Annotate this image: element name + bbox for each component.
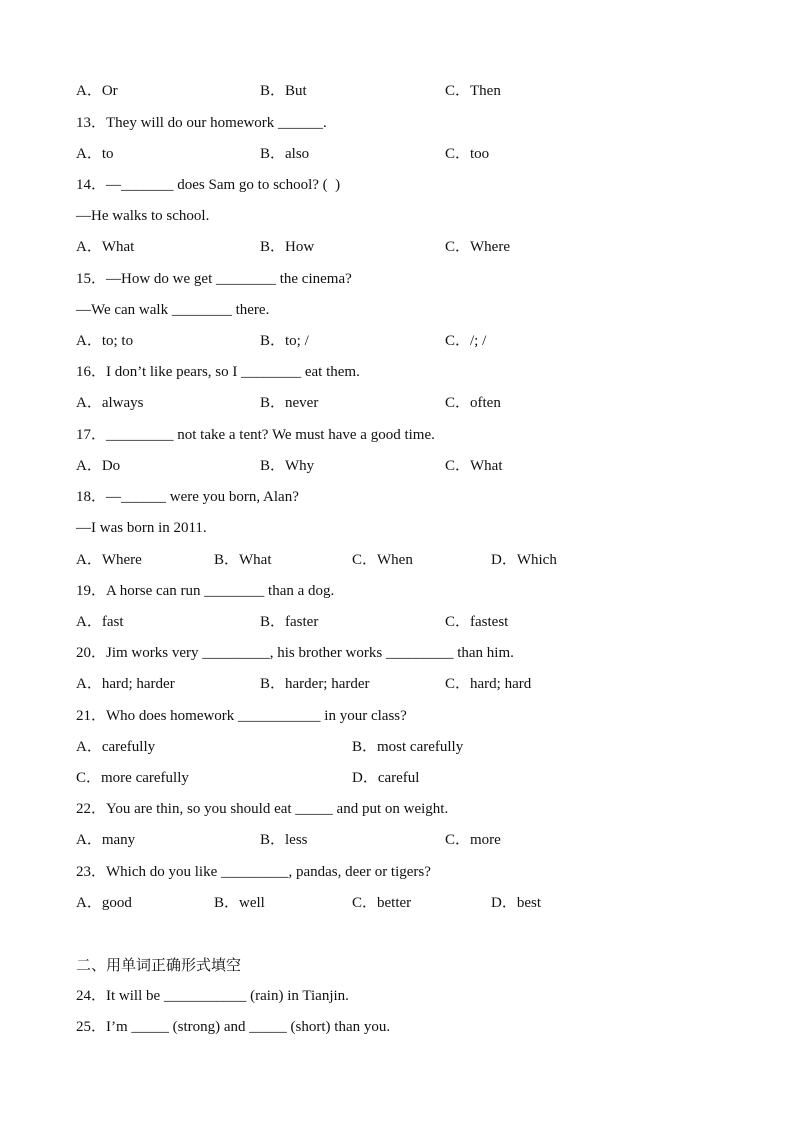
q21-option-d: D．careful	[352, 770, 420, 786]
q20-option-c: C．hard; hard	[445, 676, 532, 692]
q18-stem: 18．—______ were you born, Alan?	[76, 489, 299, 505]
q23-option-a: A．good	[76, 895, 132, 911]
q12-option-a: A．Or	[76, 83, 118, 99]
q21-option-c: C．more carefully	[76, 770, 189, 786]
q19-stem: 19．A horse can run ________ than a dog.	[76, 583, 335, 599]
q19-option-b: B．faster	[260, 614, 319, 630]
q16-option-b: B．never	[260, 395, 319, 411]
q13-stem: 13．They will do our homework ______.	[76, 115, 327, 131]
q13-option-c: C．too	[445, 146, 490, 162]
q16-option-c: C．often	[445, 395, 501, 411]
q15-option-b: B．to; /	[260, 333, 309, 349]
q14-stem: 14．—_______ does Sam go to school? ( )	[76, 177, 341, 193]
section-heading: 二、用单词正确形式填空	[76, 956, 242, 974]
q17-option-b: B．Why	[260, 458, 315, 474]
q12-option-c: C．Then	[445, 83, 501, 99]
q21-option-b: B．most carefully	[352, 739, 464, 755]
q16-option-a: A．always	[76, 395, 144, 411]
q21-option-a: A．carefully	[76, 739, 156, 755]
q14-option-b: B．How	[260, 239, 315, 255]
q22-stem: 22．You are thin, so you should eat _____ and put on weight.	[76, 801, 449, 817]
q18-option-d: D．Which	[491, 552, 557, 568]
q18-option-a: A．Where	[76, 552, 142, 568]
q20-option-a: A．hard; harder	[76, 676, 175, 692]
q15-option-c: C．/; /	[445, 333, 487, 349]
q23-stem: 23．Which do you like _________, pandas, deer or tigers?	[76, 864, 431, 880]
q23-option-c: C．better	[352, 895, 412, 911]
q20-stem: 20．Jim works very _________, his brother works _________ than him.	[76, 645, 514, 661]
q18-option-c: C．When	[352, 552, 413, 568]
q23-option-d: D．best	[491, 895, 541, 911]
q15-stem: 15．—How do we get ________ the cinema?	[76, 271, 352, 287]
q15-reply: —We can walk ________ there.	[76, 302, 270, 318]
q22-option-b: B．less	[260, 832, 308, 848]
q14-option-a: A．What	[76, 239, 135, 255]
q18-option-b: B．What	[214, 552, 272, 568]
q19-option-a: A．fast	[76, 614, 124, 630]
q22-option-a: A．many	[76, 832, 136, 848]
q16-stem: 16．I don’t like pears, so I ________ eat them.	[76, 364, 360, 380]
q17-stem: 17．_________ not take a tent? We must have a good time.	[76, 427, 435, 443]
q13-option-a: A．to	[76, 146, 114, 162]
q14-reply: —He walks to school.	[76, 208, 210, 224]
q24-stem: 24．It will be ___________ (rain) in Tianjin.	[76, 988, 349, 1004]
q14-option-c: C．Where	[445, 239, 510, 255]
q19-option-c: C．fastest	[445, 614, 509, 630]
q17-option-a: A．Do	[76, 458, 121, 474]
q20-option-b: B．harder; harder	[260, 676, 370, 692]
q12-option-b: B．But	[260, 83, 307, 99]
q22-option-c: C．more	[445, 832, 501, 848]
q17-option-c: C．What	[445, 458, 503, 474]
q13-option-b: B．also	[260, 146, 310, 162]
q23-option-b: B．well	[214, 895, 265, 911]
q25-stem: 25．I’m _____ (strong) and _____ (short) than you.	[76, 1019, 391, 1035]
q15-option-a: A．to; to	[76, 333, 134, 349]
q18-reply: —I was born in 2011.	[76, 520, 207, 536]
q21-stem: 21．Who does homework ___________ in your class?	[76, 708, 407, 724]
